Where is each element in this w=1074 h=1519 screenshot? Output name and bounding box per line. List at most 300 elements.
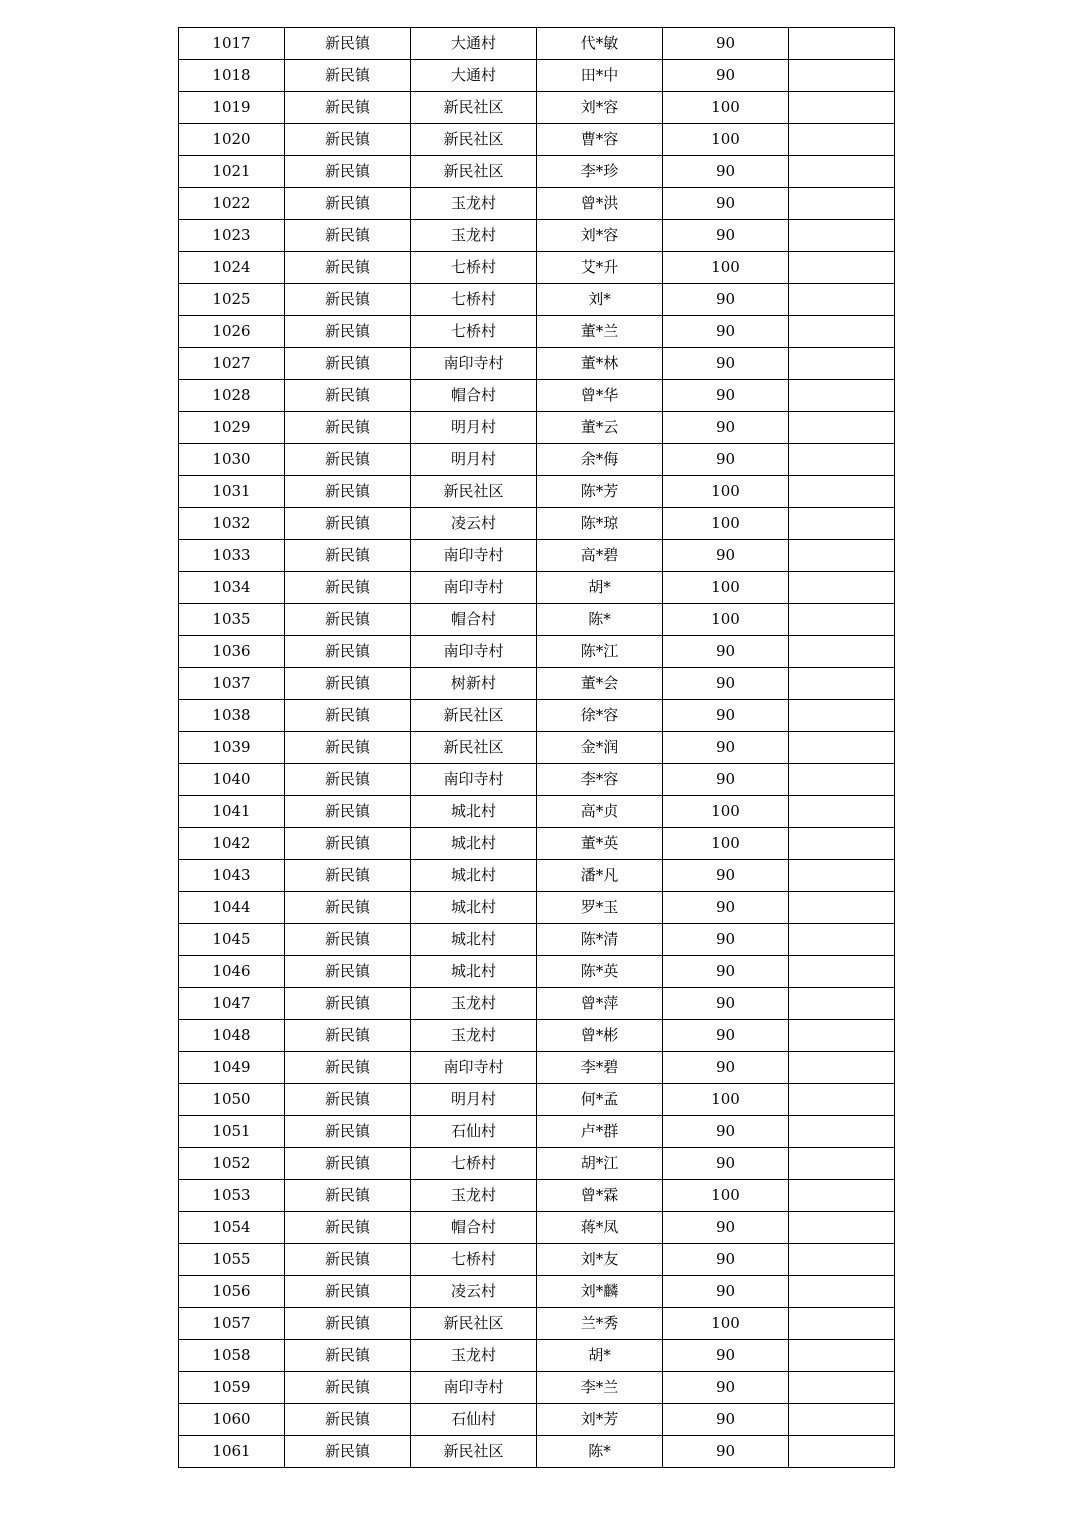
row-id-cell: 1018 [179, 60, 285, 92]
row-id-cell: 1031 [179, 476, 285, 508]
table-row [179, 668, 895, 700]
row-id-cell: 1058 [179, 1340, 285, 1372]
table-row [179, 1212, 895, 1244]
note-cell [789, 444, 895, 476]
note-cell [789, 636, 895, 668]
town-cell: 新民镇 [285, 92, 411, 124]
amount-cell: 90 [663, 924, 789, 956]
amount-cell: 90 [663, 1212, 789, 1244]
row-id-cell: 1055 [179, 1244, 285, 1276]
note-cell [789, 700, 895, 732]
row-id-cell: 1029 [179, 412, 285, 444]
row-id-cell: 1040 [179, 764, 285, 796]
note-cell [789, 220, 895, 252]
table-row [179, 860, 895, 892]
amount-cell: 90 [663, 540, 789, 572]
note-cell [789, 1148, 895, 1180]
row-id-cell: 1020 [179, 124, 285, 156]
row-id-cell: 1041 [179, 796, 285, 828]
name-cell: 陈* [537, 1436, 663, 1468]
amount-cell: 90 [663, 28, 789, 60]
row-id-cell: 1019 [179, 92, 285, 124]
note-cell [789, 412, 895, 444]
row-id-cell: 1038 [179, 700, 285, 732]
amount-cell: 90 [663, 1116, 789, 1148]
village-cell: 玉龙村 [411, 1020, 537, 1052]
table-row [179, 476, 895, 508]
town-cell: 新民镇 [285, 604, 411, 636]
note-cell [789, 732, 895, 764]
village-cell: 新民社区 [411, 732, 537, 764]
amount-cell: 90 [663, 1244, 789, 1276]
village-cell: 玉龙村 [411, 188, 537, 220]
amount-cell: 90 [663, 380, 789, 412]
name-cell: 董*英 [537, 828, 663, 860]
table-row [179, 444, 895, 476]
note-cell [789, 828, 895, 860]
table-row [179, 284, 895, 316]
row-id-cell: 1054 [179, 1212, 285, 1244]
town-cell: 新民镇 [285, 732, 411, 764]
town-cell: 新民镇 [285, 1436, 411, 1468]
row-id-cell: 1048 [179, 1020, 285, 1052]
row-id-cell: 1017 [179, 28, 285, 60]
table-row [179, 796, 895, 828]
name-cell: 董*兰 [537, 316, 663, 348]
note-cell [789, 348, 895, 380]
row-id-cell: 1051 [179, 1116, 285, 1148]
amount-cell: 90 [663, 156, 789, 188]
row-id-cell: 1022 [179, 188, 285, 220]
note-cell [789, 572, 895, 604]
village-cell: 城北村 [411, 828, 537, 860]
town-cell: 新民镇 [285, 1340, 411, 1372]
town-cell: 新民镇 [285, 1308, 411, 1340]
village-cell: 帽合村 [411, 380, 537, 412]
name-cell: 曾*萍 [537, 988, 663, 1020]
village-cell: 玉龙村 [411, 988, 537, 1020]
village-cell: 石仙村 [411, 1116, 537, 1148]
table-row [179, 1180, 895, 1212]
name-cell: 陈*英 [537, 956, 663, 988]
village-cell: 城北村 [411, 796, 537, 828]
amount-cell: 90 [663, 668, 789, 700]
village-cell: 石仙村 [411, 1404, 537, 1436]
village-cell: 南印寺村 [411, 572, 537, 604]
row-id-cell: 1061 [179, 1436, 285, 1468]
row-id-cell: 1030 [179, 444, 285, 476]
amount-cell: 100 [663, 1180, 789, 1212]
town-cell: 新民镇 [285, 348, 411, 380]
amount-cell: 100 [663, 828, 789, 860]
table-row [179, 1404, 895, 1436]
row-id-cell: 1053 [179, 1180, 285, 1212]
name-cell: 陈*芳 [537, 476, 663, 508]
table-row [179, 1436, 895, 1468]
table-row [179, 1244, 895, 1276]
name-cell: 代*敏 [537, 28, 663, 60]
row-id-cell: 1057 [179, 1308, 285, 1340]
table-row [179, 252, 895, 284]
town-cell: 新民镇 [285, 988, 411, 1020]
row-id-cell: 1039 [179, 732, 285, 764]
table-body [179, 28, 895, 1468]
name-cell: 潘*凡 [537, 860, 663, 892]
name-cell: 徐*容 [537, 700, 663, 732]
row-id-cell: 1023 [179, 220, 285, 252]
name-cell: 高*碧 [537, 540, 663, 572]
village-cell: 新民社区 [411, 92, 537, 124]
amount-cell: 90 [663, 1148, 789, 1180]
amount-cell: 90 [663, 1020, 789, 1052]
table-row [179, 28, 895, 60]
row-id-cell: 1026 [179, 316, 285, 348]
village-cell: 新民社区 [411, 1308, 537, 1340]
village-cell: 玉龙村 [411, 1340, 537, 1372]
town-cell: 新民镇 [285, 188, 411, 220]
town-cell: 新民镇 [285, 1084, 411, 1116]
note-cell [789, 892, 895, 924]
amount-cell: 90 [663, 348, 789, 380]
name-cell: 刘*容 [537, 92, 663, 124]
village-cell: 凌云村 [411, 1276, 537, 1308]
table-row [179, 764, 895, 796]
row-id-cell: 1043 [179, 860, 285, 892]
name-cell: 胡* [537, 1340, 663, 1372]
town-cell: 新民镇 [285, 924, 411, 956]
table-row [179, 412, 895, 444]
amount-cell: 100 [663, 796, 789, 828]
amount-cell: 100 [663, 252, 789, 284]
amount-cell: 90 [663, 1052, 789, 1084]
amount-cell: 90 [663, 188, 789, 220]
row-id-cell: 1060 [179, 1404, 285, 1436]
table-row [179, 892, 895, 924]
amount-cell: 90 [663, 1404, 789, 1436]
village-cell: 七桥村 [411, 284, 537, 316]
village-cell: 大通村 [411, 28, 537, 60]
town-cell: 新民镇 [285, 700, 411, 732]
row-id-cell: 1021 [179, 156, 285, 188]
town-cell: 新民镇 [285, 220, 411, 252]
note-cell [789, 540, 895, 572]
name-cell: 何*孟 [537, 1084, 663, 1116]
row-id-cell: 1033 [179, 540, 285, 572]
name-cell: 田*中 [537, 60, 663, 92]
note-cell [789, 956, 895, 988]
name-cell: 刘*容 [537, 220, 663, 252]
village-cell: 明月村 [411, 444, 537, 476]
note-cell [789, 1020, 895, 1052]
name-cell: 李*容 [537, 764, 663, 796]
village-cell: 七桥村 [411, 252, 537, 284]
note-cell [789, 508, 895, 540]
village-cell: 树新村 [411, 668, 537, 700]
row-id-cell: 1042 [179, 828, 285, 860]
amount-cell: 100 [663, 124, 789, 156]
name-cell: 卢*群 [537, 1116, 663, 1148]
town-cell: 新民镇 [285, 412, 411, 444]
village-cell: 帽合村 [411, 1212, 537, 1244]
name-cell: 艾*升 [537, 252, 663, 284]
table-row [179, 540, 895, 572]
name-cell: 董*云 [537, 412, 663, 444]
name-cell: 李*兰 [537, 1372, 663, 1404]
name-cell: 陈* [537, 604, 663, 636]
table-row [179, 732, 895, 764]
town-cell: 新民镇 [285, 1180, 411, 1212]
town-cell: 新民镇 [285, 444, 411, 476]
amount-cell: 90 [663, 412, 789, 444]
amount-cell: 100 [663, 604, 789, 636]
amount-cell: 100 [663, 1308, 789, 1340]
note-cell [789, 1212, 895, 1244]
town-cell: 新民镇 [285, 1276, 411, 1308]
note-cell [789, 252, 895, 284]
amount-cell: 90 [663, 220, 789, 252]
town-cell: 新民镇 [285, 892, 411, 924]
town-cell: 新民镇 [285, 540, 411, 572]
town-cell: 新民镇 [285, 28, 411, 60]
name-cell: 陈*琼 [537, 508, 663, 540]
note-cell [789, 764, 895, 796]
note-cell [789, 988, 895, 1020]
table-row [179, 60, 895, 92]
amount-cell: 100 [663, 1084, 789, 1116]
town-cell: 新民镇 [285, 828, 411, 860]
note-cell [789, 28, 895, 60]
town-cell: 新民镇 [285, 124, 411, 156]
village-cell: 新民社区 [411, 156, 537, 188]
note-cell [789, 380, 895, 412]
note-cell [789, 188, 895, 220]
name-cell: 刘*麟 [537, 1276, 663, 1308]
name-cell: 刘*友 [537, 1244, 663, 1276]
amount-cell: 90 [663, 316, 789, 348]
table-row [179, 508, 895, 540]
row-id-cell: 1025 [179, 284, 285, 316]
name-cell: 高*贞 [537, 796, 663, 828]
amount-cell: 90 [663, 1436, 789, 1468]
village-cell: 七桥村 [411, 1148, 537, 1180]
amount-cell: 90 [663, 732, 789, 764]
village-cell: 明月村 [411, 412, 537, 444]
table-row [179, 156, 895, 188]
row-id-cell: 1027 [179, 348, 285, 380]
name-cell: 曾*霖 [537, 1180, 663, 1212]
table-row [179, 572, 895, 604]
village-cell: 新民社区 [411, 476, 537, 508]
table-row [179, 700, 895, 732]
name-cell: 刘* [537, 284, 663, 316]
table-row [179, 956, 895, 988]
name-cell: 李*珍 [537, 156, 663, 188]
town-cell: 新民镇 [285, 316, 411, 348]
table-row [179, 1308, 895, 1340]
village-cell: 帽合村 [411, 604, 537, 636]
amount-cell: 90 [663, 956, 789, 988]
town-cell: 新民镇 [285, 1244, 411, 1276]
note-cell [789, 1276, 895, 1308]
name-cell: 胡*江 [537, 1148, 663, 1180]
table-row [179, 988, 895, 1020]
data-table [178, 27, 895, 1468]
note-cell [789, 668, 895, 700]
name-cell: 曾*洪 [537, 188, 663, 220]
note-cell [789, 284, 895, 316]
row-id-cell: 1050 [179, 1084, 285, 1116]
town-cell: 新民镇 [285, 156, 411, 188]
note-cell [789, 124, 895, 156]
village-cell: 南印寺村 [411, 540, 537, 572]
row-id-cell: 1052 [179, 1148, 285, 1180]
row-id-cell: 1032 [179, 508, 285, 540]
note-cell [789, 1052, 895, 1084]
amount-cell: 90 [663, 1276, 789, 1308]
town-cell: 新民镇 [285, 380, 411, 412]
row-id-cell: 1049 [179, 1052, 285, 1084]
village-cell: 南印寺村 [411, 764, 537, 796]
village-cell: 新民社区 [411, 124, 537, 156]
note-cell [789, 1116, 895, 1148]
table-row [179, 1372, 895, 1404]
village-cell: 城北村 [411, 924, 537, 956]
row-id-cell: 1047 [179, 988, 285, 1020]
town-cell: 新民镇 [285, 1052, 411, 1084]
village-cell: 七桥村 [411, 1244, 537, 1276]
row-id-cell: 1037 [179, 668, 285, 700]
row-id-cell: 1046 [179, 956, 285, 988]
note-cell [789, 1372, 895, 1404]
village-cell: 南印寺村 [411, 1052, 537, 1084]
amount-cell: 90 [663, 444, 789, 476]
note-cell [789, 1340, 895, 1372]
table-row [179, 1340, 895, 1372]
note-cell [789, 1244, 895, 1276]
table-row [179, 1276, 895, 1308]
name-cell: 曹*容 [537, 124, 663, 156]
row-id-cell: 1059 [179, 1372, 285, 1404]
village-cell: 凌云村 [411, 508, 537, 540]
note-cell [789, 860, 895, 892]
table-row [179, 188, 895, 220]
town-cell: 新民镇 [285, 860, 411, 892]
name-cell: 曾*华 [537, 380, 663, 412]
row-id-cell: 1035 [179, 604, 285, 636]
table-row [179, 220, 895, 252]
row-id-cell: 1036 [179, 636, 285, 668]
row-id-cell: 1056 [179, 1276, 285, 1308]
village-cell: 玉龙村 [411, 1180, 537, 1212]
name-cell: 蒋*凤 [537, 1212, 663, 1244]
row-id-cell: 1045 [179, 924, 285, 956]
town-cell: 新民镇 [285, 1116, 411, 1148]
table-row [179, 924, 895, 956]
amount-cell: 90 [663, 284, 789, 316]
village-cell: 新民社区 [411, 1436, 537, 1468]
village-cell: 七桥村 [411, 316, 537, 348]
note-cell [789, 92, 895, 124]
town-cell: 新民镇 [285, 252, 411, 284]
village-cell: 南印寺村 [411, 1372, 537, 1404]
town-cell: 新民镇 [285, 572, 411, 604]
town-cell: 新民镇 [285, 284, 411, 316]
town-cell: 新民镇 [285, 668, 411, 700]
amount-cell: 90 [663, 1372, 789, 1404]
table-row [179, 92, 895, 124]
note-cell [789, 1436, 895, 1468]
row-id-cell: 1024 [179, 252, 285, 284]
name-cell: 兰*秀 [537, 1308, 663, 1340]
table-row [179, 1020, 895, 1052]
note-cell [789, 1180, 895, 1212]
note-cell [789, 476, 895, 508]
village-cell: 城北村 [411, 956, 537, 988]
village-cell: 南印寺村 [411, 348, 537, 380]
town-cell: 新民镇 [285, 636, 411, 668]
town-cell: 新民镇 [285, 1148, 411, 1180]
village-cell: 新民社区 [411, 700, 537, 732]
name-cell: 金*润 [537, 732, 663, 764]
table-row [179, 124, 895, 156]
note-cell [789, 1084, 895, 1116]
amount-cell: 90 [663, 860, 789, 892]
village-cell: 明月村 [411, 1084, 537, 1116]
name-cell: 董*林 [537, 348, 663, 380]
row-id-cell: 1044 [179, 892, 285, 924]
note-cell [789, 604, 895, 636]
name-cell: 刘*芳 [537, 1404, 663, 1436]
town-cell: 新民镇 [285, 1020, 411, 1052]
name-cell: 罗*玉 [537, 892, 663, 924]
village-cell: 南印寺村 [411, 636, 537, 668]
amount-cell: 100 [663, 572, 789, 604]
amount-cell: 100 [663, 476, 789, 508]
name-cell: 余*侮 [537, 444, 663, 476]
note-cell [789, 316, 895, 348]
village-cell: 城北村 [411, 860, 537, 892]
amount-cell: 90 [663, 700, 789, 732]
note-cell [789, 60, 895, 92]
table-row [179, 316, 895, 348]
village-cell: 大通村 [411, 60, 537, 92]
amount-cell: 90 [663, 60, 789, 92]
town-cell: 新民镇 [285, 956, 411, 988]
note-cell [789, 1404, 895, 1436]
town-cell: 新民镇 [285, 60, 411, 92]
town-cell: 新民镇 [285, 1404, 411, 1436]
table-row [179, 828, 895, 860]
note-cell [789, 1308, 895, 1340]
table-row [179, 604, 895, 636]
name-cell: 胡* [537, 572, 663, 604]
table-row [179, 1084, 895, 1116]
town-cell: 新民镇 [285, 796, 411, 828]
table-row [179, 1116, 895, 1148]
name-cell: 陈*江 [537, 636, 663, 668]
table-row [179, 1148, 895, 1180]
amount-cell: 90 [663, 764, 789, 796]
note-cell [789, 156, 895, 188]
amount-cell: 90 [663, 892, 789, 924]
town-cell: 新民镇 [285, 1212, 411, 1244]
village-cell: 玉龙村 [411, 220, 537, 252]
town-cell: 新民镇 [285, 764, 411, 796]
row-id-cell: 1034 [179, 572, 285, 604]
amount-cell: 100 [663, 92, 789, 124]
town-cell: 新民镇 [285, 508, 411, 540]
town-cell: 新民镇 [285, 1372, 411, 1404]
